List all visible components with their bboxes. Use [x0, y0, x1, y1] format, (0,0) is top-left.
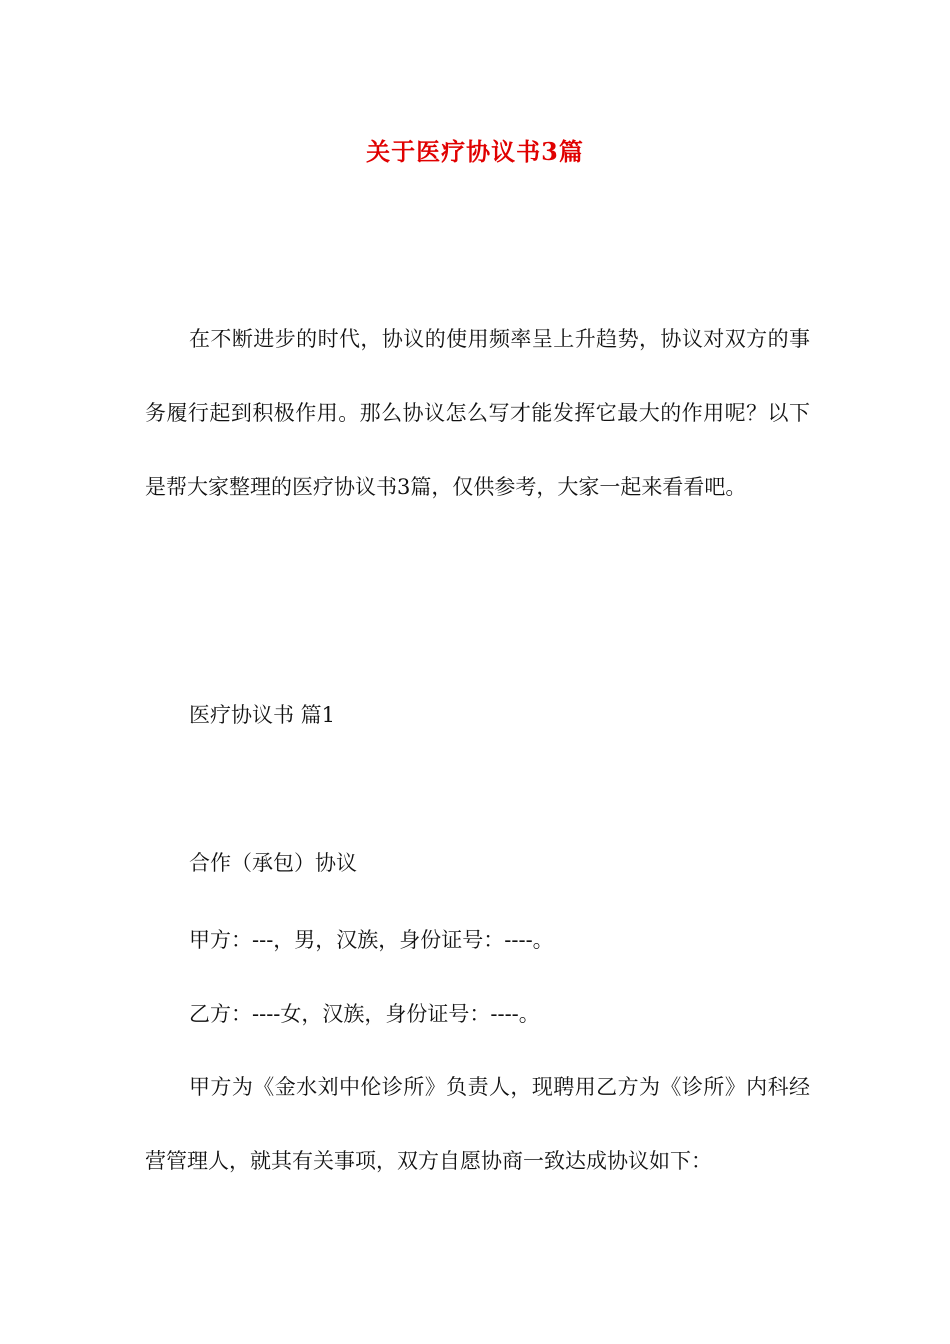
intro-paragraph: 在不断进步的时代，协议的使用频率呈上升趋势，协议对双方的事务履行起到积极作用。那么协议怎么写才能发挥它最大的作用呢？以下是帮大家整理的医疗协议书3篇，仅供参考，大家一起来看看吧。 — [145, 327, 810, 499]
body-paragraph: 甲方为《金水刘中伦诊所》负责人，现聘用乙方为《诊所》内科经营管理人，就其有关事项，双方自愿协商一致达成协议如下： — [145, 1075, 810, 1173]
section-heading: 医疗协议书 篇1 — [189, 703, 336, 727]
party-b-line: 乙方：----女，汉族，身份证号：----。 — [189, 1002, 540, 1026]
party-a-line: 甲方：---，男，汉族，身份证号：----。 — [189, 928, 554, 952]
document-title: 关于医疗协议书3篇 — [366, 137, 584, 166]
agreement-title: 合作（承包）协议 — [189, 851, 357, 875]
